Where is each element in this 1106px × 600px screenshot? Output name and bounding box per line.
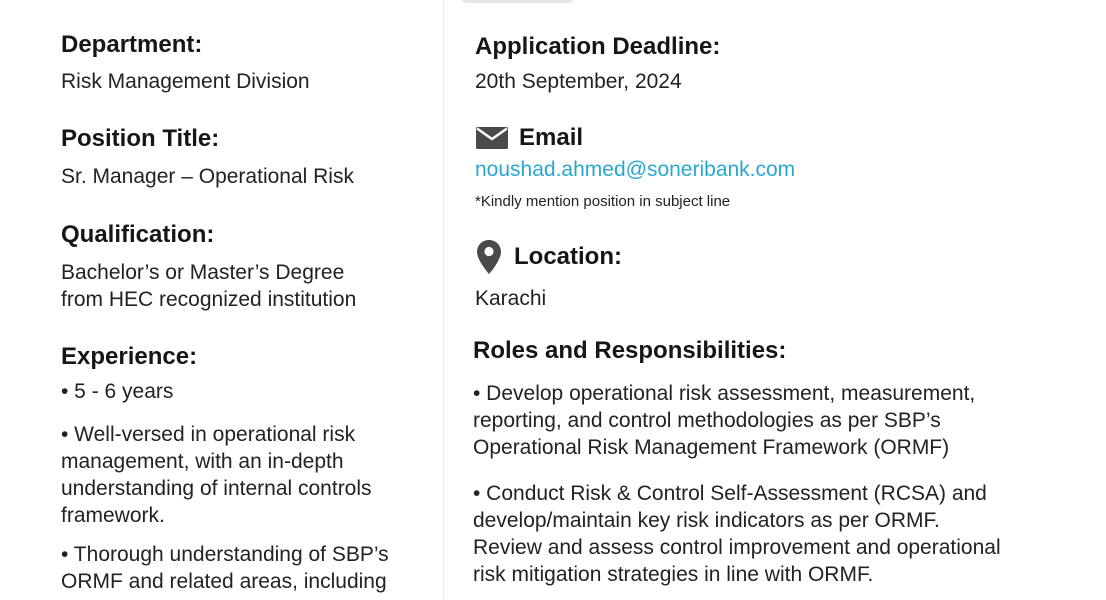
- experience-bullet-2-line-4: framework.: [61, 504, 165, 527]
- roles-bullet-2-line-2: develop/maintain key risk indicators as per ORMF.: [473, 509, 940, 532]
- location-heading: Location:: [514, 243, 622, 270]
- qualification-heading: Qualification:: [61, 221, 215, 248]
- roles-bullet-2-line-1: • Conduct Risk & Control Self-Assessment (RCSA) and: [473, 482, 987, 505]
- deadline-heading: Application Deadline:: [475, 33, 721, 60]
- top-edge-shade: [462, 0, 572, 3]
- roles-heading: Roles and Responsibilities:: [473, 337, 787, 364]
- experience-heading: Experience:: [61, 343, 198, 370]
- map-pin-icon: [477, 240, 501, 274]
- email-heading-row: [476, 124, 583, 152]
- experience-bullet-2-line-3: understanding of internal controls: [61, 477, 372, 500]
- position-title-value: Sr. Manager – Operational Risk: [61, 165, 354, 188]
- experience-bullet-1: • 5 - 6 years: [61, 380, 174, 403]
- department-heading: Department:: [61, 31, 203, 58]
- column-divider: [443, 0, 444, 600]
- deadline-value: 20th September, 2024: [475, 70, 682, 93]
- email-subject-note: *Kindly mention position in subject line: [475, 193, 731, 210]
- department-value: Risk Management Division: [61, 70, 310, 93]
- location-value: Karachi: [475, 287, 547, 310]
- experience-bullet-3-line-2: ORMF and related areas, including: [61, 570, 387, 593]
- position-title-heading: Position Title:: [61, 125, 220, 152]
- email-address-link[interactable]: noushad.ahmed@soneribank.com: [475, 158, 796, 181]
- qualification-line-2: from HEC recognized institution: [61, 288, 357, 311]
- experience-bullet-2-line-1: • Well-versed in operational risk: [61, 423, 356, 446]
- roles-bullet-2-line-3: Review and assess control improvement and operational: [473, 536, 1001, 559]
- roles-bullet-1-line-1: • Develop operational risk assessment, measurement,: [473, 382, 976, 405]
- experience-bullet-2-line-2: management, with an in-depth: [61, 450, 344, 473]
- roles-bullet-2-line-4: risk mitigation strategies in line with ORMF.: [473, 563, 874, 586]
- email-heading: Email: [519, 124, 584, 151]
- location-heading-row: [477, 240, 622, 274]
- experience-bullet-3-line-1: • Thorough understanding of SBP’s: [61, 543, 389, 566]
- envelope-icon: [476, 127, 508, 149]
- qualification-line-1: Bachelor’s or Master’s Degree: [61, 261, 345, 284]
- roles-bullet-1-line-2: reporting, and control methodologies as per SBP’s: [473, 409, 941, 432]
- roles-bullet-1-line-3: Operational Risk Management Framework (ORMF): [473, 436, 950, 459]
